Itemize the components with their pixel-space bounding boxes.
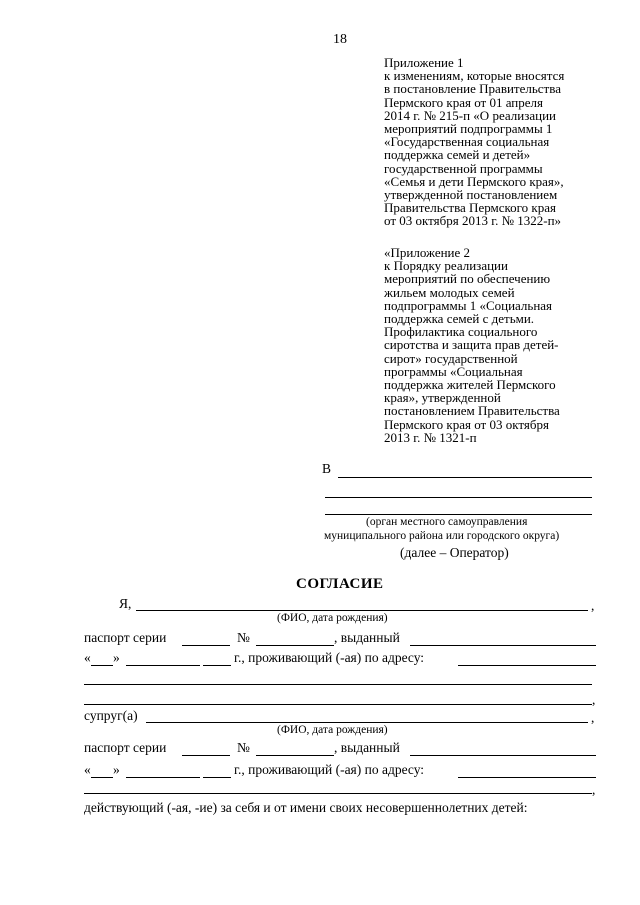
spouse-number-sign: № [237,740,250,755]
recipient-caption-1: (орган местного самоуправления [366,516,528,528]
applicant-quote-open: « [84,650,91,665]
i-label: Я, [119,596,132,611]
appendix-1-line: утвержденной постановлением [384,187,558,203]
appendix-1-line: от 03 октября 2013 г. № 1322-п» [384,213,562,229]
recipient-prefix: В [322,461,332,476]
spouse-address-comma: , [592,782,596,797]
appendix-2-line: Пермского края от 03 октября [384,416,549,432]
appendix-1-line: в постановление Правительства [384,81,561,97]
spouse-issued-label: , выданный [334,740,400,755]
appendix-2-line: края», утвержденной [384,390,501,406]
appendix-2-line: программы «Социальная [384,363,523,379]
applicant-passport-series-field[interactable] [182,645,230,646]
appendix-1-line: «Семья и дети Пермского края», [384,173,564,189]
appendix-2-line: Профилактика социального [384,324,538,340]
spouse-label: супруг(а) [84,708,138,723]
appendix-2-line: сиротства и защита прав детей- [384,337,559,353]
spouse-quote-open: « [84,762,91,777]
appendix-2-line: поддержка жителей Пермского [384,377,556,393]
spouse-address-field-2[interactable] [84,793,592,794]
applicant-fio-comma: , [591,598,595,613]
spouse-living-label: г., проживающий (-ая) по адресу: [234,762,425,777]
appendix-1-line: Пермского края от 01 апреля [384,94,543,110]
applicant-living-label: г., проживающий (-ая) по адресу: [234,650,425,665]
applicant-number-sign: № [237,630,250,645]
spouse-issued-by-field[interactable] [410,755,596,756]
appendix-2-line: поддержка семей с детьми. [384,311,535,327]
appendix-1-line: поддержка семей и детей» [384,147,531,163]
document-title: СОГЛАСИЕ [296,576,384,592]
spouse-fio-field[interactable] [146,722,588,723]
spouse-issue-month-field[interactable] [126,777,200,778]
applicant-fio-caption: (ФИО, дата рождения) [277,612,388,624]
recipient-caption-2: муниципального района или городского округа) [324,530,560,542]
applicant-issued-label: , выданный [334,630,400,645]
spouse-passport-series-field[interactable] [182,755,230,756]
appendix-1-line: «Государственная социальная [384,134,550,150]
applicant-passport-label: паспорт серии [84,630,167,645]
recipient-line-2[interactable] [325,497,592,498]
appendix-2-line: жильем молодых семей [384,284,515,300]
spouse-passport-label: паспорт серии [84,740,167,755]
applicant-issue-day-field[interactable] [91,665,113,666]
applicant-address-field-1[interactable] [458,665,596,666]
appendix-1-line: к изменениям, которые вносятся [384,68,565,84]
applicant-address-comma: , [592,692,596,707]
appendix-1-line: 2014 г. № 215-п «О реализации [384,107,556,123]
applicant-issue-year-field[interactable] [203,665,231,666]
appendix-2-line: подпрограммы 1 «Социальная [384,297,553,313]
appendix-1-line: мероприятий подпрограммы 1 [384,121,553,137]
applicant-issued-by-field[interactable] [410,645,596,646]
recipient-line-1[interactable] [338,477,592,478]
spouse-issue-year-field[interactable] [203,777,231,778]
appendix-1-line: государственной программы [384,160,543,176]
appendix-2-line: мероприятий по обеспечению [384,271,551,287]
applicant-quote-close: » [113,650,120,665]
appendix-2-line: «Приложение 2 [384,245,471,260]
appendix-1-line: Правительства Пермского края [384,200,556,216]
applicant-passport-number-field[interactable] [256,645,334,646]
spouse-issue-day-field[interactable] [91,777,113,778]
spouse-fio-comma: , [591,710,595,725]
spouse-quote-close: » [113,762,120,777]
acting-statement: действующий (-ая, -ие) за себя и от имени своих несовершеннолетних детей: [84,800,528,815]
appendix-1-line: Приложение 1 [384,55,464,70]
appendix-2-line: к Порядку реализации [384,258,508,274]
applicant-address-field-2[interactable] [84,684,592,685]
appendix-1-header [384,56,564,228]
appendix-2-header [384,246,560,444]
operator-label: (далее – Оператор) [400,545,509,560]
spouse-address-field-1[interactable] [458,777,596,778]
appendix-2-line: 2013 г. № 1321-п [384,429,477,445]
page-number: 18 [333,32,347,47]
applicant-issue-month-field[interactable] [126,665,200,666]
appendix-2-line: постановлением Правительства [384,403,560,419]
applicant-address-field-3[interactable] [84,704,592,705]
spouse-fio-caption: (ФИО, дата рождения) [277,724,388,736]
recipient-line-3[interactable] [325,514,592,515]
spouse-passport-number-field[interactable] [256,755,334,756]
appendix-2-line: сирот» государственной [384,350,518,366]
applicant-fio-field[interactable] [136,610,588,611]
